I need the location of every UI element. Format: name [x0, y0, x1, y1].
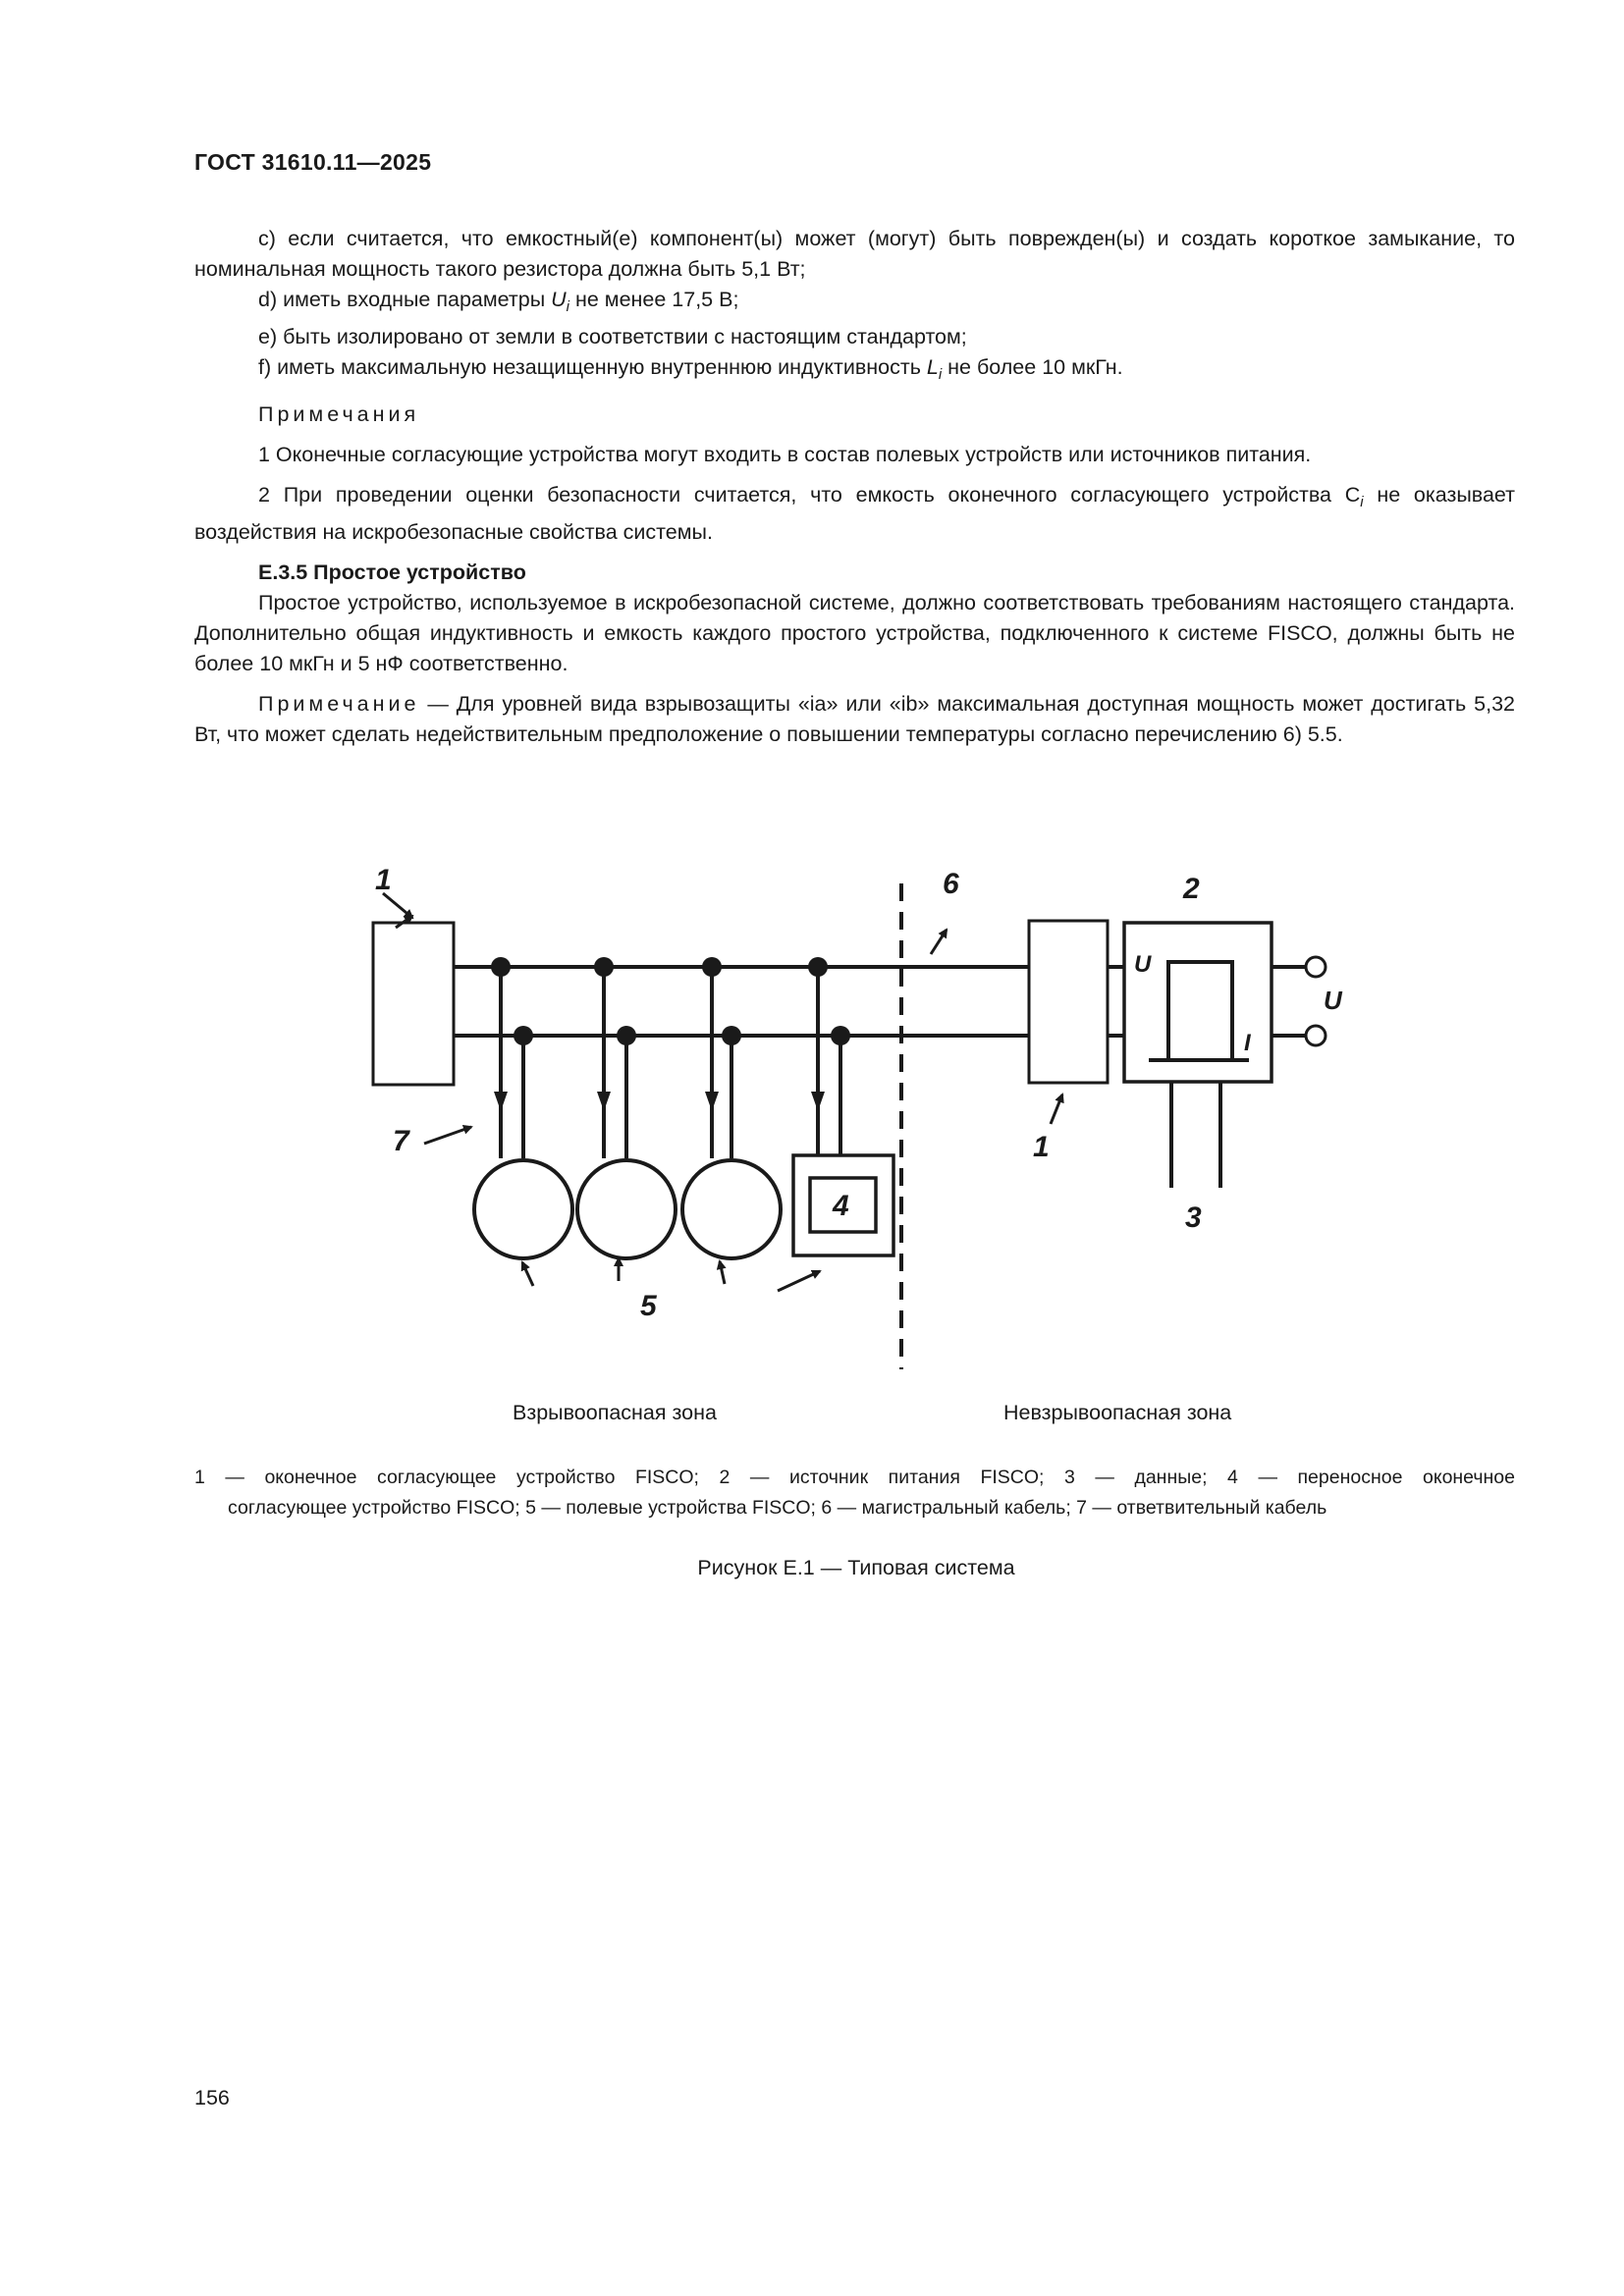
figure-caption: Рисунок Е.1 — Типовая система	[697, 1556, 1015, 1579]
list-item-e: e) быть изолировано от земли в соответствии с настоящим стандартом;	[258, 325, 967, 348]
zone-safe-label: Невзрывоопасная зона	[1003, 1401, 1232, 1424]
label-u-internal: U	[1134, 951, 1152, 978]
label-u-output: U	[1324, 986, 1342, 1015]
label-4: 4	[833, 1190, 849, 1222]
body-text	[194, 224, 1515, 750]
document-header: ГОСТ 31610.11—2025	[194, 149, 432, 175]
notes-heading: Примечания	[258, 402, 420, 426]
page-number: 156	[194, 2086, 230, 2109]
figure-legend	[194, 1463, 1515, 1523]
list-item-f: f) иметь максимальную незащищенную внутреннюю индуктивность $L_i$ не более 10 мкГн.	[258, 355, 1123, 383]
figure-typical-system	[353, 864, 1355, 1414]
label-1-left: 1	[375, 864, 392, 896]
label-2: 2	[1183, 873, 1200, 905]
label-7: 7	[393, 1125, 409, 1157]
list-item-d: d) иметь входные параметры $U_i$ не менее 17,5 В;	[258, 288, 739, 315]
note-1: 1 Оконечные согласующие устройства могут входить в состав полевых устройств или источников питания.	[258, 443, 1312, 466]
note-2: 2 При проведении оценки безопасности считается, что емкость оконечного согласующего устройства $C_i$ не оказывает воздействия на искробезопасные свойства системы.	[194, 483, 1515, 544]
label-5: 5	[640, 1290, 657, 1322]
legend-line-1: 1 — оконечное согласующее устройство FISCO; 2 — источник питания FISCO; 3 — данные; 4 — переносное оконечное	[194, 1467, 1515, 1488]
label-6: 6	[943, 868, 959, 900]
list-item-c: c) если считается, что емкостный(е) компонент(ы) может (могут) быть поврежден(ы) и создать короткое замыкание, то номинальная мощность такого резистора должна быть 5,1 Вт;	[194, 227, 1515, 281]
zone-hazardous-label: Взрывоопасная зона	[513, 1401, 717, 1424]
note-3: Примечание — Для уровней вида взрывозащиты «ia» или «ib» максимальная доступная мощность может достигать 5,32 Вт, что может сделать недействительным предположение о повышении температуры согласно перечислению 6) 5.5.	[194, 692, 1515, 746]
section-heading: Е.3.5 Простое устройство	[258, 561, 526, 584]
section-paragraph: Простое устройство, используемое в искробезопасной системе, должно соответствовать требованиям настоящего стандарта. Дополнительно общая индуктивность и емкость каждого простого устройства, подключенного к системе FISCO, должны быть не более 10 мкГн и 5 нФ соответственно.	[194, 591, 1515, 675]
label-3: 3	[1185, 1201, 1202, 1234]
label-1-right: 1	[1033, 1131, 1050, 1163]
legend-line-2: согласующее устройство FISCO; 5 — полевые устройства FISCO; 6 — магистральный кабель; 7 — ответвительный кабель	[228, 1497, 1327, 1519]
fisco-diagram	[353, 864, 1355, 1414]
label-i: I	[1244, 1030, 1251, 1056]
